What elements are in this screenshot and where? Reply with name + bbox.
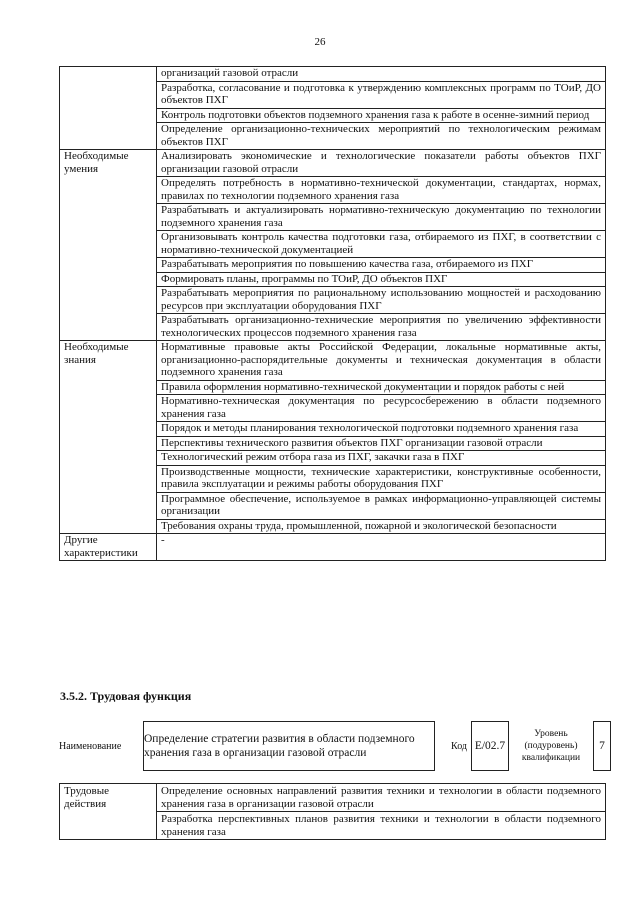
item-cell: Формировать планы, программы по ТОиР, ДО объектов ПХГ xyxy=(157,272,606,287)
page-number: 26 xyxy=(314,36,326,48)
table-row xyxy=(60,784,606,812)
item-cell: Определение основных направлений развития техники и технологии в области подземного хранения газа в организации газовой отрасли xyxy=(157,784,606,812)
table-row xyxy=(60,534,606,561)
category-cell: Другие характеристики xyxy=(60,534,157,561)
item-cell: - xyxy=(157,534,606,561)
requirements-table xyxy=(59,66,606,561)
table-row xyxy=(60,67,606,82)
item-cell: Определение организационно-технических мероприятий по технологическим режимам объектов ПХГ xyxy=(157,123,606,150)
item-cell: Перспективы технического развития объектов ПХГ организации газовой отрасли xyxy=(157,436,606,451)
item-cell: Разработка, согласование и подготовка к утверждению комплексных программ по ТОиР, ДО объектов ПХГ xyxy=(157,81,606,108)
item-cell: Порядок и методы планирования технологической подготовки подземного хранения газа xyxy=(157,422,606,437)
item-cell: Требования охраны труда, промышленной, пожарной и экологической безопасности xyxy=(157,519,606,534)
level-label-line-1: Уровень xyxy=(534,729,568,739)
item-cell: Организовывать контроль качества подготовки газа, отбираемого из ПХГ, в соответствии с нормативно-технической документацией xyxy=(157,231,606,258)
item-cell: Определять потребность в нормативно-технической документации, стандартах, нормах, правилах по технологии подземного хранения газа xyxy=(157,177,606,204)
item-cell: Разработка перспективных планов развития техники и технологии в области подземного хранения газа xyxy=(157,812,606,840)
table-row xyxy=(60,341,606,381)
item-cell: Технологический режим отбора газа из ПХГ, закачки газа в ПХГ xyxy=(157,451,606,466)
code-label: Код xyxy=(451,740,467,752)
item-cell: Нормативно-техническая документация по ресурсосбережению в области подземного хранения газа xyxy=(157,395,606,422)
table-row xyxy=(60,150,606,177)
item-cell: Разрабатывать мероприятия по повышению качества газа, отбираемого из ПХГ xyxy=(157,258,606,273)
level-label xyxy=(509,722,594,771)
category-cell xyxy=(60,67,157,150)
item-cell: Разрабатывать организационно-технические мероприятия по увеличению эффективности технологических процессов подземного хранения газа xyxy=(157,314,606,341)
item-cell: Контроль подготовки объектов подземного хранения газа к работе в осенне-зимний период xyxy=(157,108,606,123)
level-label-line-3: квалификации xyxy=(521,753,581,763)
item-cell: Производственные мощности, технические характеристики, конструктивные особенности, правила эксплуатации и режимы работы оборудования ПХГ xyxy=(157,465,606,492)
function-code: E/02.7 xyxy=(472,722,509,771)
item-cell: Анализировать экономические и технологические показатели работы объектов ПХГ организации газовой отрасли xyxy=(157,150,606,177)
level-label-line-2: (подуровень) xyxy=(524,741,578,751)
item-cell: Разрабатывать мероприятия по рациональному использованию мощностей и расходованию ресурсов при эксплуатации оборудования ПХГ xyxy=(157,287,606,314)
name-label: Наименование xyxy=(59,740,122,752)
item-cell: Разрабатывать и актуализировать нормативно-техническую документацию по технологии подземного хранения газа xyxy=(157,204,606,231)
category-cell: Трудовые действия xyxy=(60,784,157,840)
item-cell: Нормативные правовые акты Российской Федерации, локальные нормативные акты, организационно-распорядительные документы и техническая документация в области подземного хранения газа xyxy=(157,341,606,381)
section-title: 3.5.2. Трудовая функция xyxy=(60,689,192,703)
qualification-level: 7 xyxy=(594,722,611,771)
function-name: Определение стратегии развития в области подземного хранения газа в организации газовой отрасли xyxy=(144,722,435,771)
item-cell: организаций газовой отрасли xyxy=(157,67,606,82)
labor-actions-table xyxy=(59,783,606,840)
item-cell: Программное обеспечение, используемое в рамках информационно-управляющей системы организации xyxy=(157,492,606,519)
labor-function-header xyxy=(59,721,611,771)
category-cell: Необходимые знания xyxy=(60,341,157,534)
item-cell: Правила оформления нормативно-технической документации и порядок работы с ней xyxy=(157,380,606,395)
category-cell: Необходимые умения xyxy=(60,150,157,341)
